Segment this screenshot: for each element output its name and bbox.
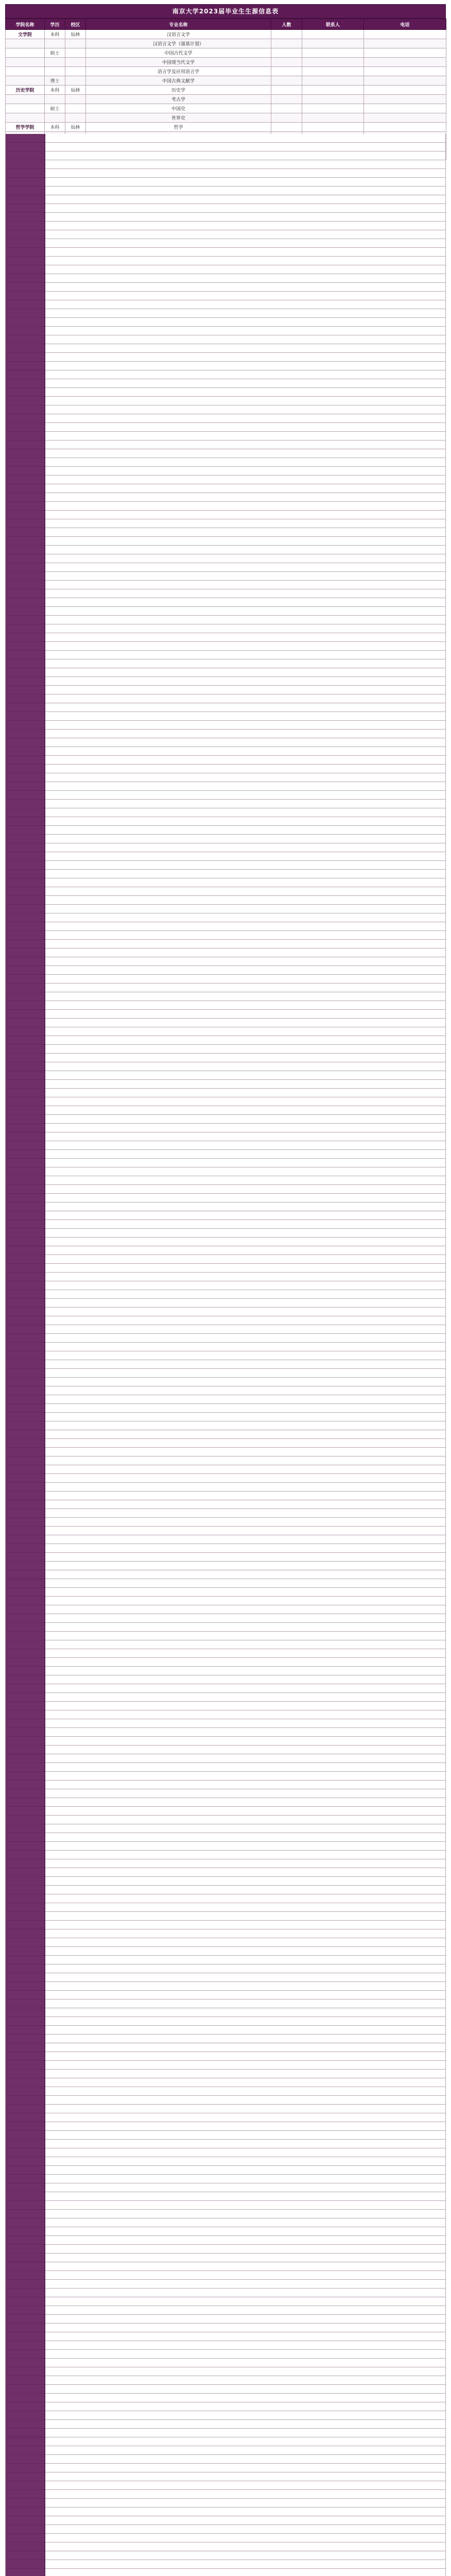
major-cell: 中国史 [86,104,271,113]
degree-type-cell: 硕士 [45,104,65,113]
degree-type-cell [45,39,65,48]
degree-type-cell [45,58,65,67]
table-continuation [5,134,446,2576]
degree-type-cell: 本科 [45,30,65,39]
table-row [6,113,446,123]
degree-type-cell [45,113,65,123]
count-cell [271,113,302,123]
table-row [6,67,446,76]
count-cell [271,95,302,104]
campus-cell [65,58,86,67]
campus-cell [65,104,86,113]
college-cell: 历史学院 [6,86,45,95]
campus-cell [65,67,86,76]
major-cell: 中国现当代文学 [86,58,271,67]
major-cell: 汉语言文学 [86,30,271,39]
contact-cell [302,39,364,48]
contact-cell [302,113,364,123]
major-cell: 哲学 [86,123,271,132]
contact-cell [302,58,364,67]
campus-cell [65,76,86,86]
count-cell [271,48,302,58]
phone-cell [364,95,446,104]
major-cell: 语言学及应用语言学 [86,67,271,76]
campus-cell: 仙林 [65,30,86,39]
degree-type-cell [45,95,65,104]
major-cell: 中国古代文学 [86,48,271,58]
degree-type-cell [45,67,65,76]
college-cell [6,67,45,76]
college-cell: 哲学学院 [6,123,45,132]
college-cell [6,48,45,58]
header-phone: 电话 [364,19,446,30]
degree-type-cell: 硕士 [45,48,65,58]
campus-cell: 仙林 [65,123,86,132]
count-cell [271,123,302,132]
campus-cell: 仙林 [65,86,86,95]
contact-cell [302,104,364,113]
count-cell [271,30,302,39]
major-cell: 考古学 [86,95,271,104]
degree-type-cell: 本科 [45,86,65,95]
college-cell [6,104,45,113]
contact-cell [302,67,364,76]
campus-cell [65,113,86,123]
major-cell: 中国古典文献学 [86,76,271,86]
major-cell: 汉语言文学（强基计划） [86,39,271,48]
college-cell [6,58,45,67]
table-header-row [6,19,446,30]
phone-cell [364,76,446,86]
header-college: 学院名称 [6,19,45,30]
contact-cell [302,86,364,95]
table-row [6,104,446,113]
count-cell [271,76,302,86]
major-cell: 世界史 [86,113,271,123]
count-cell [271,86,302,95]
phone-cell [364,30,446,39]
phone-cell [364,123,446,132]
college-cell: 文学院 [6,30,45,39]
contact-cell [302,48,364,58]
count-cell [271,58,302,67]
table-row [6,48,446,58]
phone-cell [364,58,446,67]
college-cell [6,113,45,123]
phone-cell [364,67,446,76]
college-cell [6,95,45,104]
page-title: 南京大学2023届毕业生生源信息表 [5,4,446,19]
phone-cell [364,104,446,113]
count-cell [271,39,302,48]
phone-cell [364,39,446,48]
table-row [6,58,446,67]
campus-cell [65,95,86,104]
table-row [6,123,446,132]
contact-cell [302,95,364,104]
contact-cell [302,30,364,39]
college-cell [6,76,45,86]
count-cell [271,67,302,76]
phone-cell [364,113,446,123]
degree-type-cell: 本科 [45,123,65,132]
contact-cell [302,123,364,132]
header-degree-type: 学历 [45,19,65,30]
campus-cell [65,39,86,48]
header-major: 专业名称 [86,19,271,30]
college-cell [6,39,45,48]
phone-cell [364,48,446,58]
table-row [6,95,446,104]
table-row [6,39,446,48]
major-cell: 历史学 [86,86,271,95]
degree-type-cell: 博士 [45,76,65,86]
header-count: 人数 [271,19,302,30]
contact-cell [302,76,364,86]
table-row [6,86,446,95]
campus-cell [65,48,86,58]
header-contact: 联系人 [302,19,364,30]
count-cell [271,104,302,113]
header-campus: 校区 [65,19,86,30]
phone-cell [364,86,446,95]
table-row [6,30,446,39]
table-row [6,76,446,86]
